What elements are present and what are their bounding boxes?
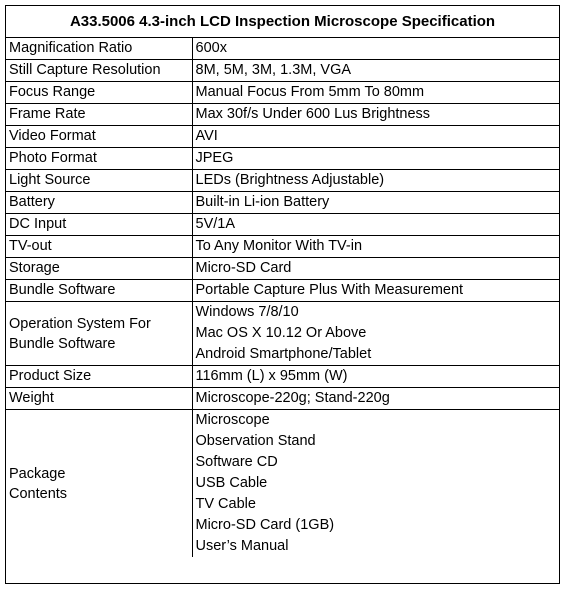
spec-row-video-format [6, 126, 559, 148]
spec-label: Light Source [6, 170, 192, 192]
spec-label: Frame Rate [6, 104, 192, 126]
spec-label-line: Package [9, 465, 66, 482]
spec-value-line: Mac OS X 10.12 Or Above [195, 325, 367, 341]
spec-label: Product Size [6, 366, 192, 388]
spec-label: Photo Format [6, 148, 192, 170]
spec-row-storage [6, 258, 559, 280]
spec-row-battery [6, 192, 559, 214]
spec-value-line: TV Cable [195, 496, 256, 512]
spec-label: Battery [6, 192, 192, 214]
spec-value [192, 302, 559, 366]
spec-row-product-size [6, 366, 559, 388]
spec-row-bundle-software [6, 280, 559, 302]
spec-value: 116mm (L) x 95mm (W) [192, 366, 559, 388]
spec-label: Video Format [6, 126, 192, 148]
spec-label: Storage [6, 258, 192, 280]
spec-row-frame-rate [6, 104, 559, 126]
spec-row-resolution [6, 60, 559, 82]
spec-value: LEDs (Brightness Adjustable) [192, 170, 559, 192]
spec-label: DC Input [6, 214, 192, 236]
spec-label [6, 410, 192, 558]
spec-value-line: Microscope [195, 412, 270, 428]
spec-value: To Any Monitor With TV-in [192, 236, 559, 258]
spec-label: Still Capture Resolution [6, 60, 192, 82]
spec-label: Magnification Ratio [6, 38, 192, 60]
spec-label-line: Contents [9, 485, 68, 502]
spec-value: JPEG [192, 148, 559, 170]
spec-row-light-source [6, 170, 559, 192]
spec-row-package-contents [6, 410, 559, 558]
spec-value-line: Micro-SD Card (1GB) [195, 517, 335, 533]
spec-row-dc-input [6, 214, 559, 236]
spec-value-line: User’s Manual [195, 538, 289, 554]
spec-value: Micro-SD Card [192, 258, 559, 280]
spec-value-line: Observation Stand [195, 433, 316, 449]
spec-value: 8M, 5M, 3M, 1.3M, VGA [192, 60, 559, 82]
spec-value: Manual Focus From 5mm To 80mm [192, 82, 559, 104]
spec-row-magnification [6, 38, 559, 60]
spec-sheet [5, 5, 560, 584]
spec-value-line: USB Cable [195, 475, 268, 491]
spec-value: 5V/1A [192, 214, 559, 236]
spec-value: Max 30f/s Under 600 Lus Brightness [192, 104, 559, 126]
spec-label: TV-out [6, 236, 192, 258]
spec-row-focus-range [6, 82, 559, 104]
spec-value-line: Android Smartphone/Tablet [195, 346, 372, 362]
spec-table [6, 38, 559, 557]
spec-row-weight [6, 388, 559, 410]
spec-row-operation-system [6, 302, 559, 366]
spec-value: Microscope-220g; Stand-220g [192, 388, 559, 410]
spec-row-photo-format [6, 148, 559, 170]
spec-label-line: Bundle Software [9, 335, 116, 352]
spec-label: Weight [6, 388, 192, 410]
spec-value: 600x [192, 38, 559, 60]
spec-label [6, 302, 192, 366]
spec-row-tv-out [6, 236, 559, 258]
spec-value: AVI [192, 126, 559, 148]
spec-value-line: Windows 7/8/10 [195, 304, 299, 320]
spec-label: Bundle Software [6, 280, 192, 302]
spec-value [192, 410, 559, 558]
spec-label: Focus Range [6, 82, 192, 104]
spec-value: Portable Capture Plus With Measurement [192, 280, 559, 302]
spec-label-line: Operation System For [9, 315, 151, 332]
spec-title: A33.5006 4.3-inch LCD Inspection Microscope Specification [6, 6, 559, 38]
spec-value: Built-in Li-ion Battery [192, 192, 559, 214]
spec-value-line: Software CD [195, 454, 278, 470]
